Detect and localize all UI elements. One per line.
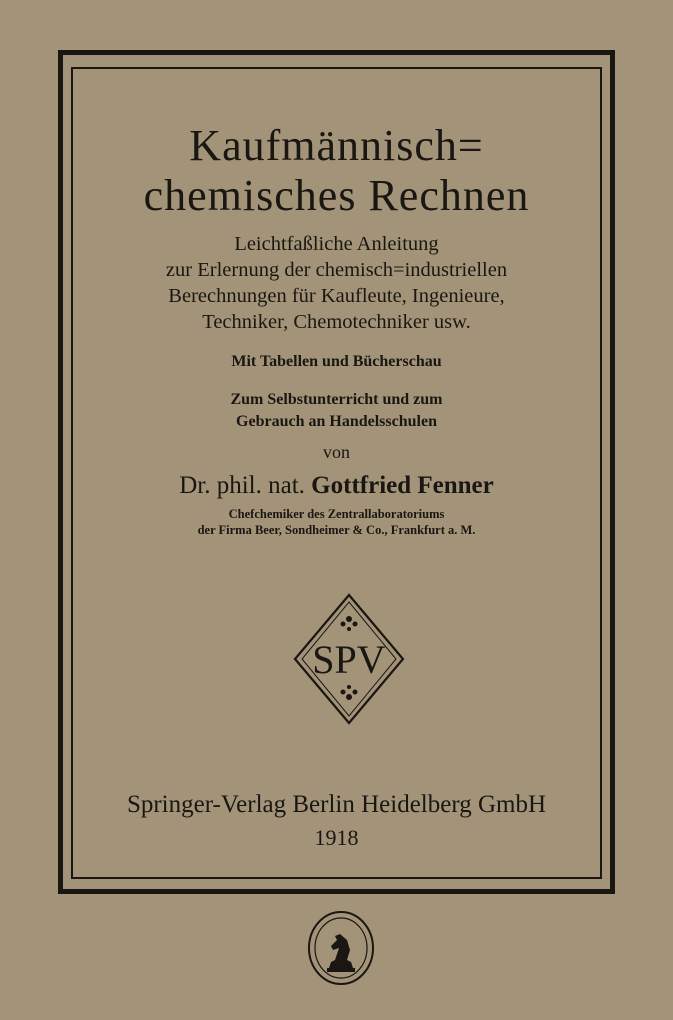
title-line-1: Kaufmännisch= — [189, 121, 484, 170]
author-role-line-1: Chefchemiker des Zentrallaboratoriums — [228, 507, 445, 521]
by-label: von — [323, 442, 350, 462]
author-name: Gottfried Fenner — [311, 472, 494, 499]
title-line-2: chemisches Rechnen — [143, 171, 530, 220]
self-study-line-2: Gebrauch an Handelsschulen — [236, 413, 437, 430]
subtitle-line-4: Techniker, Chemotechniker usw. — [202, 311, 471, 333]
inner-border-frame — [71, 67, 602, 879]
subtitle-line-2: zur Erlernung der chemisch=industriellen — [165, 259, 508, 281]
logo-monogram: SPV — [312, 637, 386, 682]
author-prefix: Dr. phil. nat. — [179, 472, 305, 499]
tables-note: Mit Tabellen und Bücherschau — [231, 353, 442, 370]
springer-chess-knight-seal-icon — [307, 910, 375, 986]
subtitle-line-1: Leichtfaßliche Anleitung — [234, 233, 439, 255]
self-study-line-1: Zum Selbstunterricht und zum — [230, 391, 443, 408]
publisher: Springer-Verlag Berlin Heidelberg GmbH — [126, 791, 547, 818]
author-line — [73, 472, 600, 500]
springer-monogram-logo-icon — [293, 593, 405, 725]
subtitle-line-3: Berechnungen für Kaufleute, Ingenieure, — [168, 285, 505, 307]
year: 1918 — [314, 825, 359, 850]
author-role-line-2: der Firma Beer, Sondheimer & Co., Frankfurt a. M. — [197, 523, 476, 537]
outer-border-frame — [58, 50, 615, 894]
